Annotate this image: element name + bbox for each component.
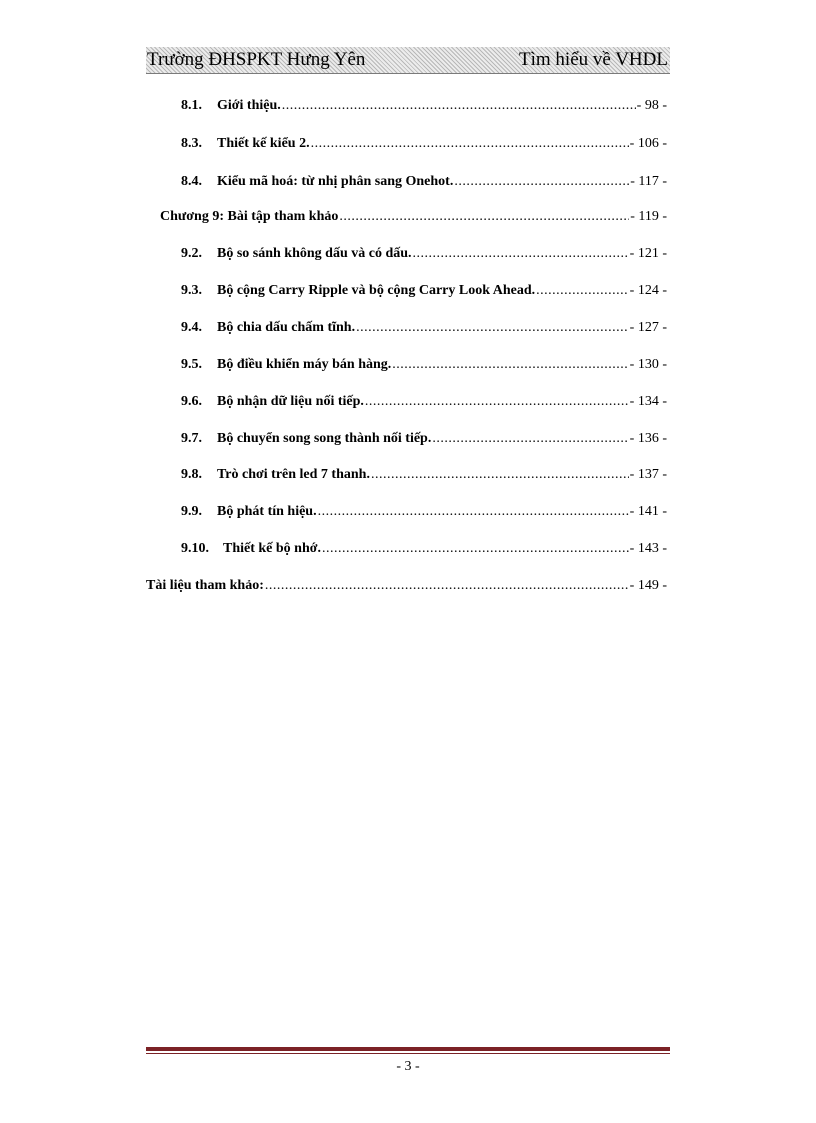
toc-entry-page: - 98 - [636,98,667,113]
toc-entry-number: 9.6. [181,394,202,409]
toc-entry[interactable] [181,282,667,300]
toc-entry-page: - 137 - [629,467,667,482]
toc-entry-page: - 136 - [629,431,667,446]
toc-entry-number: 9.7. [181,431,202,446]
toc-entry-number: 9.10. [181,541,209,556]
toc-dot-leader [282,97,636,115]
toc-entry-page: - 127 - [629,320,667,335]
toc-dot-leader [536,282,629,300]
toc-entry-page: - 130 - [629,357,667,372]
toc-entry-title: Bộ điều khiển máy bán hàng. [217,357,392,372]
toc-entry[interactable] [181,319,667,337]
toc-entry-page: - 141 - [629,504,667,519]
toc-entry-number: 9.4. [181,320,202,335]
toc-entry-number: 9.5. [181,357,202,372]
toc-entry-page: - 124 - [629,283,667,298]
toc-dot-leader [311,135,629,153]
toc-dot-leader [365,393,629,411]
toc-references-entry[interactable] [146,577,667,595]
toc-entry[interactable] [181,245,667,263]
toc-dot-leader [339,208,629,226]
toc-chapter-entry[interactable] [160,208,667,226]
toc-entry[interactable] [181,393,667,411]
toc-entry[interactable] [181,503,667,521]
toc-dot-leader [413,245,629,263]
toc-entry-title: Bộ so sánh không dấu và có dấu. [217,246,412,261]
toc-entry-number: 9.8. [181,467,202,482]
toc-entry-title: Tài liệu tham khảo: [146,578,264,593]
footer-rule-thick [146,1047,670,1051]
toc-entry-title: Bộ nhận dữ liệu nối tiếp. [217,394,364,409]
toc-dot-leader [356,319,629,337]
toc-entry-title: Thiết kế bộ nhớ. [223,541,321,556]
toc-entry-title: Bộ cộng Carry Ripple và bộ cộng Carry Look Ahead. [217,283,536,298]
toc-entry-page: - 117 - [630,174,667,189]
toc-entry-page: - 119 - [630,209,667,224]
toc-entry-number: 9.2. [181,246,202,261]
toc-entry-title: Bộ chia dấu chấm tĩnh. [217,320,356,335]
toc-entry-page: - 121 - [629,246,667,261]
toc-entry-number: 8.3. [181,136,202,151]
toc-entry-number: 8.4. [181,174,202,189]
footer-rule-thin [146,1053,670,1054]
toc-entry[interactable] [181,173,667,191]
toc-dot-leader [432,430,628,448]
toc-entry[interactable] [181,466,667,484]
toc-entry[interactable] [181,356,667,374]
toc-entry-number: 9.3. [181,283,202,298]
toc-entry-number: 8.1. [181,98,202,113]
page-number: - 3 - [396,1059,420,1074]
header-school-name: Trường ĐHSPKT Hưng Yên [147,49,366,70]
toc-entry-title: Bộ phát tín hiệu. [217,504,317,519]
header-document-title: Tìm hiểu về VHDL [519,49,668,70]
toc-entry[interactable] [181,430,667,448]
toc-dot-leader [392,356,628,374]
toc-dot-leader [265,577,629,595]
toc-entry-title: Kiểu mã hoá: từ nhị phân sang Onehot. [217,174,454,189]
toc-entry[interactable] [181,540,667,558]
toc-entry-page: - 149 - [629,578,667,593]
toc-entry-title: Bộ chuyển song song thành nối tiếp. [217,431,432,446]
toc-entry-title: Trò chơi trên led 7 thanh. [217,467,370,482]
toc-entry-page: - 106 - [629,136,667,151]
toc-dot-leader [454,173,629,191]
toc-entry[interactable] [181,135,667,153]
toc-entry-page: - 143 - [629,541,667,556]
toc-dot-leader [371,466,629,484]
toc-entry-number: 9.9. [181,504,202,519]
toc-entry[interactable] [181,97,667,115]
toc-dot-leader [322,540,629,558]
toc-entry-title: Thiết kế kiểu 2. [217,136,310,151]
toc-entry-title: Chương 9: Bài tập tham khảo [160,209,339,224]
toc-entry-page: - 134 - [629,394,667,409]
toc-dot-leader [318,503,629,521]
toc-entry-title: Giới thiệu. [217,98,281,113]
